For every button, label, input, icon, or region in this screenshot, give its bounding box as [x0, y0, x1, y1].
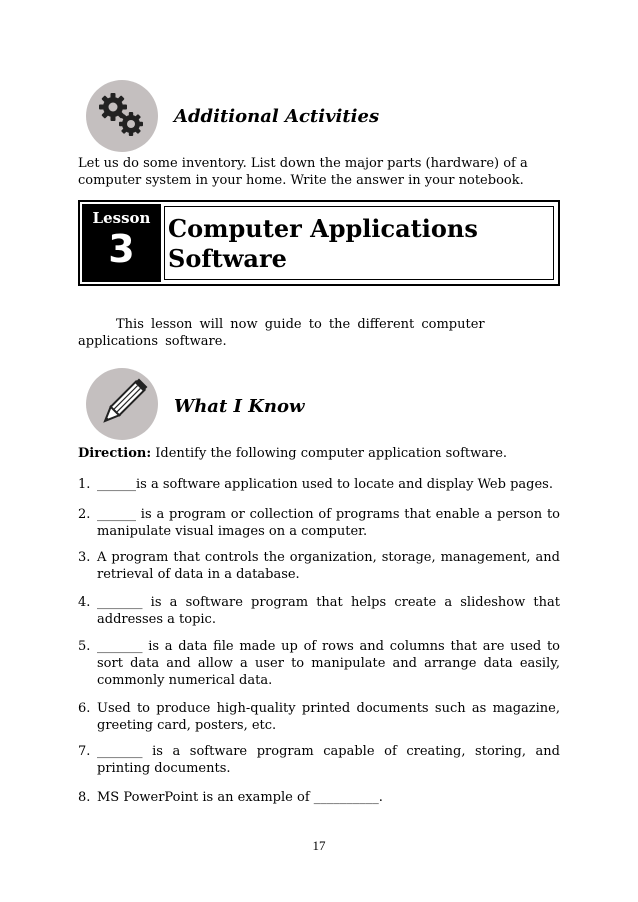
question-text: ______is a software application used to locate and display Web pages.: [97, 477, 553, 492]
question-number: 3.: [78, 550, 91, 565]
direction-line: [78, 445, 560, 462]
question-item: [78, 506, 560, 540]
lesson-label: Lesson: [92, 209, 151, 227]
question-text: _______ is a software program that helps create a slideshow that addresses a topic.: [97, 595, 560, 627]
pencil-icon: [86, 368, 158, 440]
question-text: _______ is a data file made up of rows and columns that are used to sort data and allow a user to manipulate and arrange data easily, commonly numerical data.: [97, 639, 560, 688]
lesson-intro: This lesson will now guide to the different computer applications software.: [78, 317, 485, 349]
question-number: 1.: [78, 477, 91, 492]
page-number: 17: [312, 838, 326, 853]
direction-text: Identify the following computer application software.: [151, 446, 508, 461]
question-text: Used to produce high-quality printed documents such as magazine, greeting card, posters, etc.: [97, 701, 560, 733]
additional-activities-heading: Additional Activities: [174, 106, 380, 127]
question-item: [78, 700, 560, 734]
question-item: [78, 789, 560, 806]
question-text: MS PowerPoint is an example of __________.: [97, 790, 383, 805]
question-number: 6.: [78, 701, 91, 716]
question-text: ______ is a program or collection of programs that enable a person to manipulate visual images on a computer.: [97, 507, 560, 539]
gears-icon: [86, 80, 158, 152]
question-item: [78, 594, 560, 628]
lesson-title-line-2: Software: [168, 244, 287, 273]
question-item: [78, 476, 560, 493]
lesson-title: [168, 214, 478, 274]
direction-label: Direction:: [78, 446, 152, 461]
question-number: 8.: [78, 790, 91, 805]
question-number: 7.: [78, 744, 91, 759]
question-number: 4.: [78, 595, 91, 610]
additional-activities-text: Let us do some inventory. List down the major parts (hardware) of a computer system in your home. Write the answer in your notebook.: [78, 156, 528, 188]
lesson-title-line-1: Computer Applications: [168, 214, 478, 243]
question-number: 5.: [78, 639, 91, 654]
lesson-badge: [82, 204, 161, 282]
what-i-know-heading: What I Know: [174, 396, 305, 417]
question-item: [78, 549, 560, 583]
question-item: [78, 743, 560, 777]
question-item: [78, 638, 560, 689]
question-number: 2.: [78, 507, 91, 522]
question-text: _______ is a software program capable of creating, storing, and printing documents.: [97, 744, 560, 776]
lesson-number: 3: [108, 227, 135, 271]
lesson-banner: [78, 200, 560, 286]
question-text: A program that controls the organization, storage, management, and retrieval of data in a database.: [97, 550, 560, 582]
